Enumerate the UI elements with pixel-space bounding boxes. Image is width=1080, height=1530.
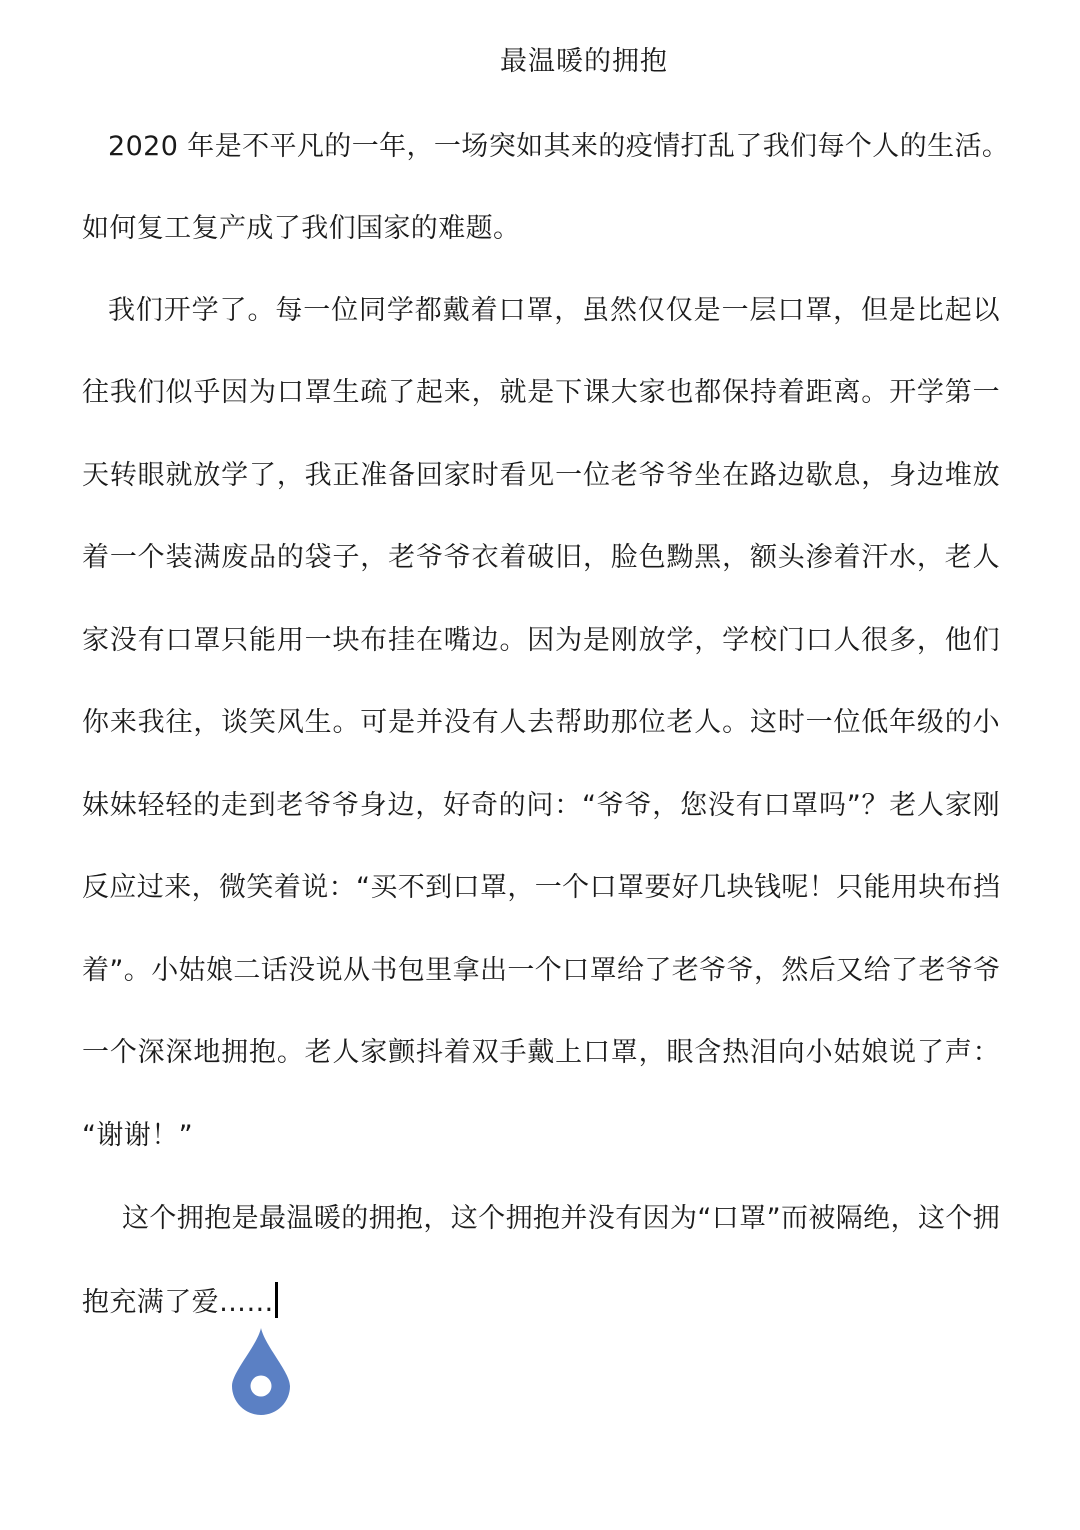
paragraph-2-line-10: 一个深深地拥抱。老人家颤抖着双手戴上口罩，眼含热泪向小姑娘说了声： (82, 1037, 1000, 1068)
paragraph-3-line-2 (82, 1282, 1000, 1323)
paragraph-1-line-1: 2020 年是不平凡的一年，一场突如其来的疫情打乱了我们每个人的生活。 (108, 131, 1010, 162)
text-cursor (275, 1282, 278, 1318)
paragraph-2-line-8: 反应过来，微笑着说：“买不到口罩，一个口罩要好几块钱呢！只能用块布挡 (82, 872, 1001, 903)
paragraph-2-line-6: 你来我往，谈笑风生。可是并没有人去帮助那位老人。这时一位低年级的小 (82, 707, 1000, 738)
text-selection-handle-icon[interactable] (232, 1328, 290, 1416)
paragraph-3-line-2-text: 抱充满了爱…… (82, 1287, 274, 1318)
paragraph-2-line-5: 家没有口罩只能用一块布挂在嘴边。因为是刚放学，学校门口人很多，他们 (82, 625, 1000, 656)
document-title: 最温暖的拥抱 (500, 46, 668, 77)
paragraph-2-line-3: 天转眼就放学了，我正准备回家时看见一位老爷爷坐在路边歇息，身边堆放 (82, 460, 1000, 491)
paragraph-2-line-4: 着一个装满废品的袋子，老爷爷衣着破旧，脸色黝黑，额头渗着汗水，老人 (82, 542, 1000, 573)
paragraph-3-line-1: 这个拥抱是最温暖的拥抱，这个拥抱并没有因为“口罩”而被隔绝，这个拥 (122, 1203, 1001, 1234)
paragraph-2-line-2: 往我们似乎因为口罩生疏了起来，就是下课大家也都保持着距离。开学第一 (82, 377, 1000, 408)
paragraph-2-line-1: 我们开学了。每一位同学都戴着口罩，虽然仅仅是一层口罩，但是比起以 (108, 295, 1000, 326)
paragraph-2-line-11: “谢谢！” (82, 1120, 193, 1151)
paragraph-2-line-9: 着”。小姑娘二话没说从书包里拿出一个口罩给了老爷爷，然后又给了老爷爷 (82, 955, 1001, 986)
paragraph-2-line-7: 妹妹轻轻的走到老爷爷身边，好奇的问：“爷爷，您没有口罩吗”？老人家刚 (82, 790, 1000, 821)
paragraph-1-line-2: 如何复工复产成了我们国家的难题。 (82, 213, 521, 244)
